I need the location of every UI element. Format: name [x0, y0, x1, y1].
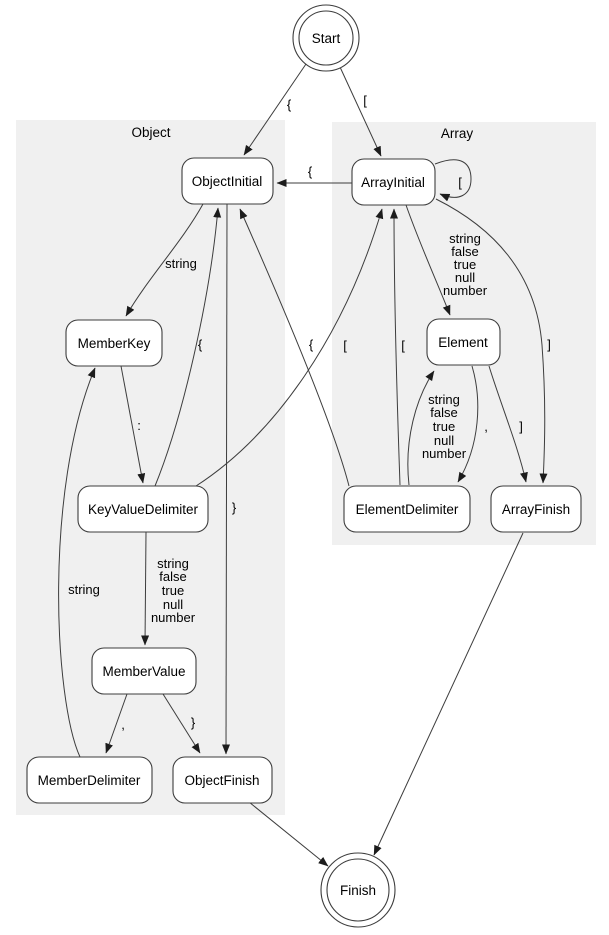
edge-arrayinitial-element-label-3: true [453, 257, 477, 272]
node-objectinitial [182, 158, 273, 204]
edge-keyvaluedelimiter-membervalue-label-2: false [159, 569, 187, 584]
edge-element-elementdelimiter-label: , [484, 419, 488, 434]
edge-arrayfinish-finish-path [374, 533, 523, 855]
node-start [293, 5, 359, 71]
node-start-label: Start [311, 31, 341, 46]
node-objectinitial-label: ObjectInitial [191, 174, 263, 189]
edge-memberkey-keyvaluedelimiter-label: : [137, 418, 141, 433]
edge-membervalue-objectfinish-label: } [190, 715, 196, 730]
edge-arrayinitial-objectinitial-label: { [307, 164, 313, 179]
edge-element-arrayfinish-label: ] [519, 419, 523, 434]
edge-elementdelimiter-element-label-2: false [430, 405, 458, 420]
edge-arrayinitial-arrayfinish-label: ] [547, 337, 551, 352]
node-membervalue-label: MemberValue [102, 664, 186, 679]
edge-arrayfinish-finish [374, 533, 523, 855]
edge-elementdelimiter-element-label-3: true [432, 419, 456, 434]
node-keyvaluedelimiter-label: KeyValueDelimiter [87, 502, 199, 517]
node-membervalue [92, 648, 196, 694]
node-memberdelimiter [27, 757, 152, 803]
edge-keyvaluedelimiter-membervalue-label-1: string [157, 556, 189, 571]
node-finish [321, 853, 395, 927]
edge-objectinitial-memberkey-label: string [165, 256, 197, 271]
node-element-label: Element [438, 335, 488, 350]
node-memberkey [66, 320, 162, 366]
node-arrayfinish-label: ArrayFinish [501, 502, 571, 517]
edge-arrayinitial-element-label-5: number [442, 283, 488, 298]
node-arrayinitial-label: ArrayInitial [361, 175, 425, 190]
node-objectfinish-label: ObjectFinish [184, 773, 260, 788]
edge-arrayinitial-element-label-2: false [451, 244, 479, 259]
edge-elementdelimiter-element-label-4: null [433, 433, 455, 448]
edge-elementdelimiter-element-label-1: string [428, 392, 460, 407]
node-elementdelimiter-label: ElementDelimiter [355, 502, 459, 517]
edge-elementdelimiter-arrayinitial-label: [ [401, 338, 405, 353]
cluster-object [16, 120, 285, 815]
node-element [427, 319, 500, 365]
edge-elementdelimiter-element-label-5: number [421, 446, 467, 461]
cluster-object-label: Object [131, 125, 171, 140]
cluster-object-background [16, 120, 285, 815]
edge-membervalue-memberdelimiter-label: , [121, 717, 125, 732]
edge-objectinitial-objectfinish-label: } [231, 500, 237, 515]
edge-arrayinitial-element-label-4: null [454, 270, 476, 285]
node-objectfinish [173, 757, 272, 803]
node-finish-label: Finish [339, 883, 377, 898]
node-keyvaluedelimiter [78, 486, 208, 532]
edge-objectfinish-finish-path [249, 802, 328, 866]
edge-arrayinitial-element-label-1: string [449, 231, 481, 246]
edge-keyvaluedelimiter-membervalue-label-5: number [150, 610, 196, 625]
edge-start-arrayinitial-label: [ [363, 93, 367, 108]
node-arrayfinish [491, 486, 581, 532]
node-elementdelimiter [344, 486, 470, 532]
edge-keyvaluedelimiter-arrayinitial-label: [ [343, 338, 347, 353]
node-arrayinitial [352, 159, 435, 205]
edge-arrayinitial-selfloop-label: [ [458, 175, 462, 190]
node-memberkey-label: MemberKey [77, 336, 151, 351]
edge-keyvaluedelimiter-objectinitial-label: { [197, 337, 203, 352]
edge-objectfinish-finish [249, 802, 328, 866]
edge-keyvaluedelimiter-membervalue-label-4: null [162, 597, 184, 612]
node-memberdelimiter-label: MemberDelimiter [37, 773, 141, 788]
edge-memberdelimiter-memberkey-label: string [68, 582, 100, 597]
edge-elementdelimiter-objectinitial-label: { [308, 337, 314, 352]
edge-keyvaluedelimiter-membervalue-label-3: true [161, 583, 185, 598]
cluster-array-label: Array [440, 126, 474, 141]
edge-start-objectinitial-label: { [286, 97, 292, 112]
